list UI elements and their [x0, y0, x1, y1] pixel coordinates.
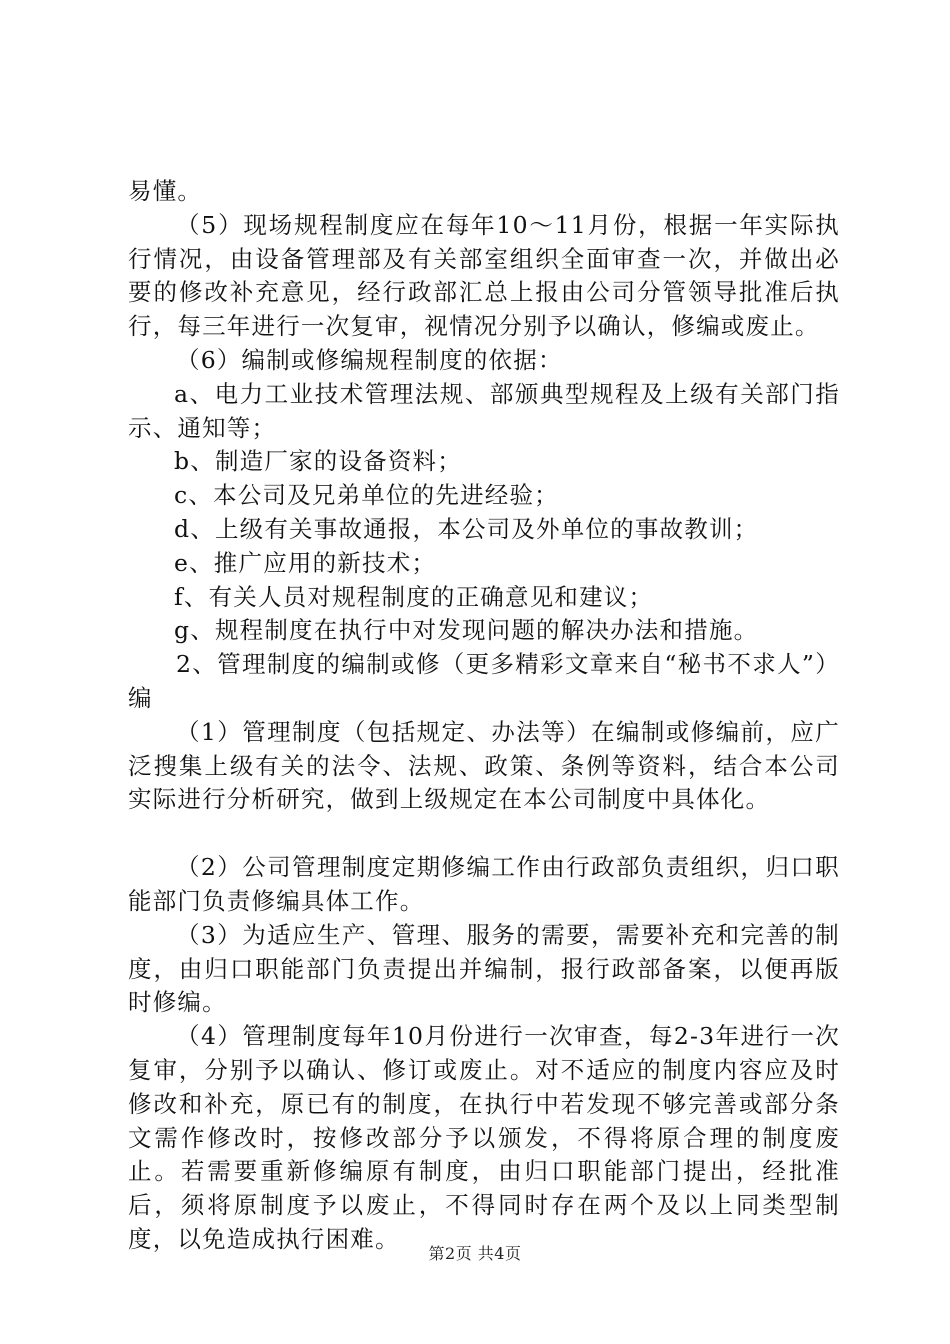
- list-item-g: g、规程制度在执行中对发现问题的解决办法和措施。: [174, 616, 759, 645]
- list-item-f: f、有关人员对规程制度的正确意见和建议；: [174, 582, 654, 611]
- paragraph-gap: [128, 817, 840, 851]
- paragraph-mgmt-4: （4）管理制度每年10月份进行一次审查，每2-3年进行一次复审，分别予以确认、修订或废止。对不适应的制度内容应及时修改和补充，原已有的制度，在执行中若发现不够完善或部分条文需作修改时，按修改部分予以颁发，不得将原合理的制度废止。若需要重新修编原有制度，由归口职能部门提出，经批准后，须将原制度予以废止，不得同时存在两个及以上同类型制度，以免造成执行困难。: [128, 1022, 840, 1253]
- section-heading-2: 2、管理制度的编制或修（更多精彩文章来自“秘书不求人”）编: [128, 650, 840, 712]
- paragraph-mgmt-2: （2）公司管理制度定期修编工作由行政部负责组织，归口职能部门负责修编具体工作。: [128, 853, 840, 915]
- paragraph-mgmt-3: （3）为适应生产、管理、服务的需要，需要补充和完善的制度，由归口职能部门负责提出并编制，报行政部备案，以便再版时修编。: [128, 920, 840, 1017]
- list-item-d: d、上级有关事故通报，本公司及外单位的事故教训；: [174, 514, 759, 543]
- document-body: [128, 175, 840, 1257]
- list-item-e: e、推广应用的新技术；: [174, 548, 437, 577]
- paragraph-continuation: 易懂。: [128, 177, 203, 205]
- page-footer: 第2页 共4页: [428, 1244, 522, 1263]
- list-item-b: b、制造厂家的设备资料；: [174, 447, 462, 476]
- list-item-c: c、本公司及兄弟单位的先进经验；: [174, 481, 559, 510]
- paragraph-item-6: （6）编制或修编规程制度的依据：: [176, 345, 563, 374]
- paragraph-mgmt-1: （1）管理制度（包括规定、办法等）在编制或修编前，应广泛搜集上级有关的法令、法规、政策、条例等资料，结合本公司实际进行分析研究，做到上级规定在本公司制度中具体化。: [128, 717, 840, 814]
- list-item-a: a、电力工业技术管理法规、部颁典型规程及上级有关部门指示、通知等；: [128, 379, 840, 442]
- paragraph-item-5: （5）现场规程制度应在每年10～11月份，根据一年实际执行情况，由设备管理部及有关部室组织全面审查一次，并做出必要的修改补充意见，经行政部汇总上报由公司分管领导批准后执行，每三年进行一次复审，视情况分别予以确认，修编或废止。: [128, 210, 840, 341]
